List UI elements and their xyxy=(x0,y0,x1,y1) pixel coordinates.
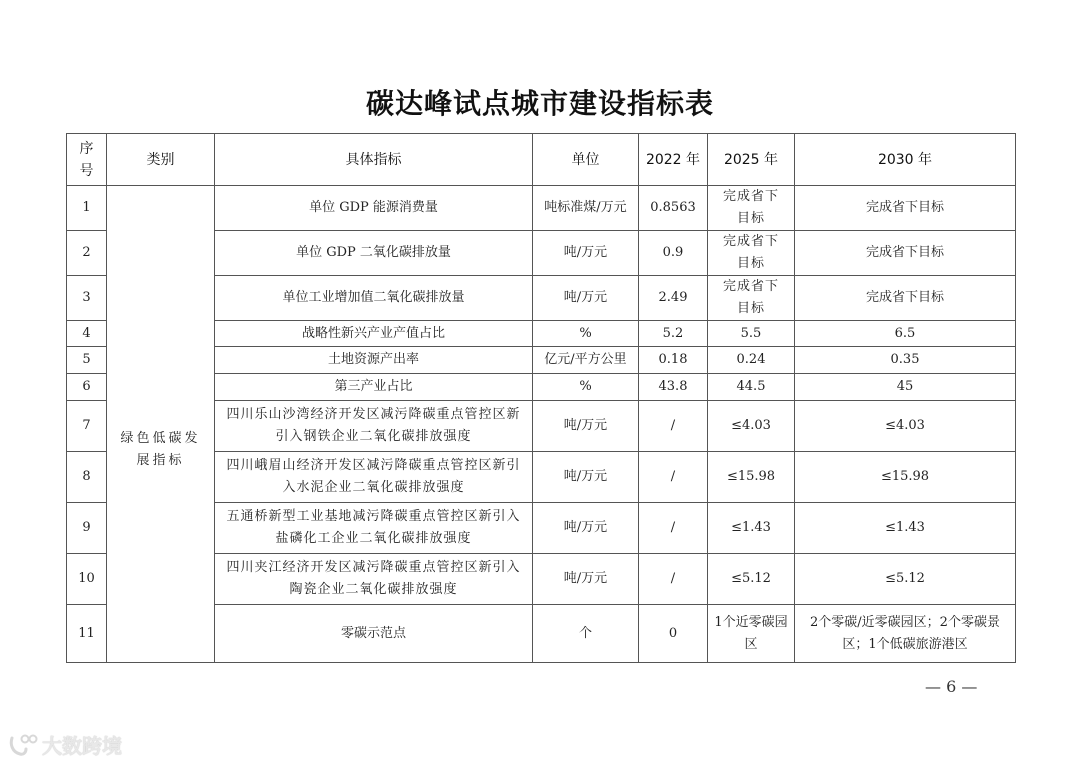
cell-indicator: 土地资源产出率 xyxy=(215,347,533,374)
cell-2022: 5.2 xyxy=(639,321,708,347)
header-2030: 2030 年 xyxy=(795,134,1016,186)
cell-unit: 吨/万元 xyxy=(533,231,639,276)
cell-indicator: 单位工业增加值二氧化碳排放量 xyxy=(215,276,533,321)
cell-2030: ≤4.03 xyxy=(795,401,1016,452)
cell-2022: / xyxy=(639,554,708,605)
cell-indicator: 五通桥新型工业基地减污降碳重点管控区新引入盐磷化工企业二氧化碳排放强度 xyxy=(215,503,533,554)
cell-seq: 6 xyxy=(67,374,107,401)
watermark xyxy=(8,730,122,759)
cell-2025: ≤15.98 xyxy=(708,452,795,503)
cell-2025: 0.24 xyxy=(708,347,795,374)
cell-seq: 8 xyxy=(67,452,107,503)
cell-2030: ≤15.98 xyxy=(795,452,1016,503)
cell-indicator: 战略性新兴产业产值占比 xyxy=(215,321,533,347)
cell-2025: 完成省下目标 xyxy=(708,186,795,231)
cell-indicator: 第三产业占比 xyxy=(215,374,533,401)
page-number: — 6 — xyxy=(925,677,978,696)
cell-unit: 吨/万元 xyxy=(533,401,639,452)
cell-unit: 吨/万元 xyxy=(533,554,639,605)
cell-2022: 43.8 xyxy=(639,374,708,401)
cell-indicator: 四川峨眉山经济开发区减污降碳重点管控区新引入水泥企业二氧化碳排放强度 xyxy=(215,452,533,503)
cell-2030: 2个零碳/近零碳园区；2个零碳景区；1个低碳旅游港区 xyxy=(795,605,1016,663)
table-row xyxy=(67,186,1016,231)
cell-2022: / xyxy=(639,503,708,554)
cell-2025: ≤4.03 xyxy=(708,401,795,452)
watermark-text: 大数跨境 xyxy=(42,734,122,758)
cell-2030: 45 xyxy=(795,374,1016,401)
header-2025: 2025 年 xyxy=(708,134,795,186)
cell-2025: 44.5 xyxy=(708,374,795,401)
cell-seq: 10 xyxy=(67,554,107,605)
cell-seq: 5 xyxy=(67,347,107,374)
cell-seq: 7 xyxy=(67,401,107,452)
header-indicator: 具体指标 xyxy=(215,134,533,186)
cell-seq: 2 xyxy=(67,231,107,276)
cell-unit: 吨/万元 xyxy=(533,503,639,554)
cell-2025: ≤5.12 xyxy=(708,554,795,605)
cell-2030: ≤5.12 xyxy=(795,554,1016,605)
cell-2030: 完成省下目标 xyxy=(795,186,1016,231)
cell-seq: 9 xyxy=(67,503,107,554)
cell-2030: ≤1.43 xyxy=(795,503,1016,554)
cell-2025: ≤1.43 xyxy=(708,503,795,554)
category-cell: 绿色低碳发展指标 xyxy=(107,186,215,663)
cell-2022: / xyxy=(639,452,708,503)
cell-2030: 完成省下目标 xyxy=(795,231,1016,276)
cell-seq: 11 xyxy=(67,605,107,663)
header-2022: 2022 年 xyxy=(639,134,708,186)
cell-indicator: 单位 GDP 二氧化碳排放量 xyxy=(215,231,533,276)
cell-2030: 0.35 xyxy=(795,347,1016,374)
cell-unit: 吨/万元 xyxy=(533,452,639,503)
cell-unit: % xyxy=(533,374,639,401)
watermark-logo-icon xyxy=(8,732,38,758)
cell-unit: % xyxy=(533,321,639,347)
cell-unit: 个 xyxy=(533,605,639,663)
cell-unit: 亿元/平方公里 xyxy=(533,347,639,374)
cell-2022: / xyxy=(639,401,708,452)
cell-2025: 完成省下目标 xyxy=(708,276,795,321)
cell-2030: 完成省下目标 xyxy=(795,276,1016,321)
cell-indicator: 单位 GDP 能源消费量 xyxy=(215,186,533,231)
header-seq: 序号 xyxy=(67,134,107,186)
cell-seq: 1 xyxy=(67,186,107,231)
cell-seq: 3 xyxy=(67,276,107,321)
header-unit: 单位 xyxy=(533,134,639,186)
cell-2022: 0.18 xyxy=(639,347,708,374)
cell-indicator: 零碳示范点 xyxy=(215,605,533,663)
cell-2022: 0.8563 xyxy=(639,186,708,231)
cell-2025: 5.5 xyxy=(708,321,795,347)
indicator-table xyxy=(66,133,1016,663)
cell-2025: 完成省下目标 xyxy=(708,231,795,276)
cell-unit: 吨/万元 xyxy=(533,276,639,321)
cell-2030: 6.5 xyxy=(795,321,1016,347)
cell-2022: 0.9 xyxy=(639,231,708,276)
document-title: 碳达峰试点城市建设指标表 xyxy=(365,87,714,120)
header-row xyxy=(67,134,1016,186)
cell-indicator: 四川夹江经济开发区减污降碳重点管控区新引入陶瓷企业二氧化碳排放强度 xyxy=(215,554,533,605)
cell-2022: 0 xyxy=(639,605,708,663)
header-category: 类别 xyxy=(107,134,215,186)
cell-2022: 2.49 xyxy=(639,276,708,321)
cell-unit: 吨标准煤/万元 xyxy=(533,186,639,231)
cell-seq: 4 xyxy=(67,321,107,347)
cell-2025: 1个近零碳园区 xyxy=(708,605,795,663)
cell-indicator: 四川乐山沙湾经济开发区减污降碳重点管控区新引入钢铁企业二氧化碳排放强度 xyxy=(215,401,533,452)
